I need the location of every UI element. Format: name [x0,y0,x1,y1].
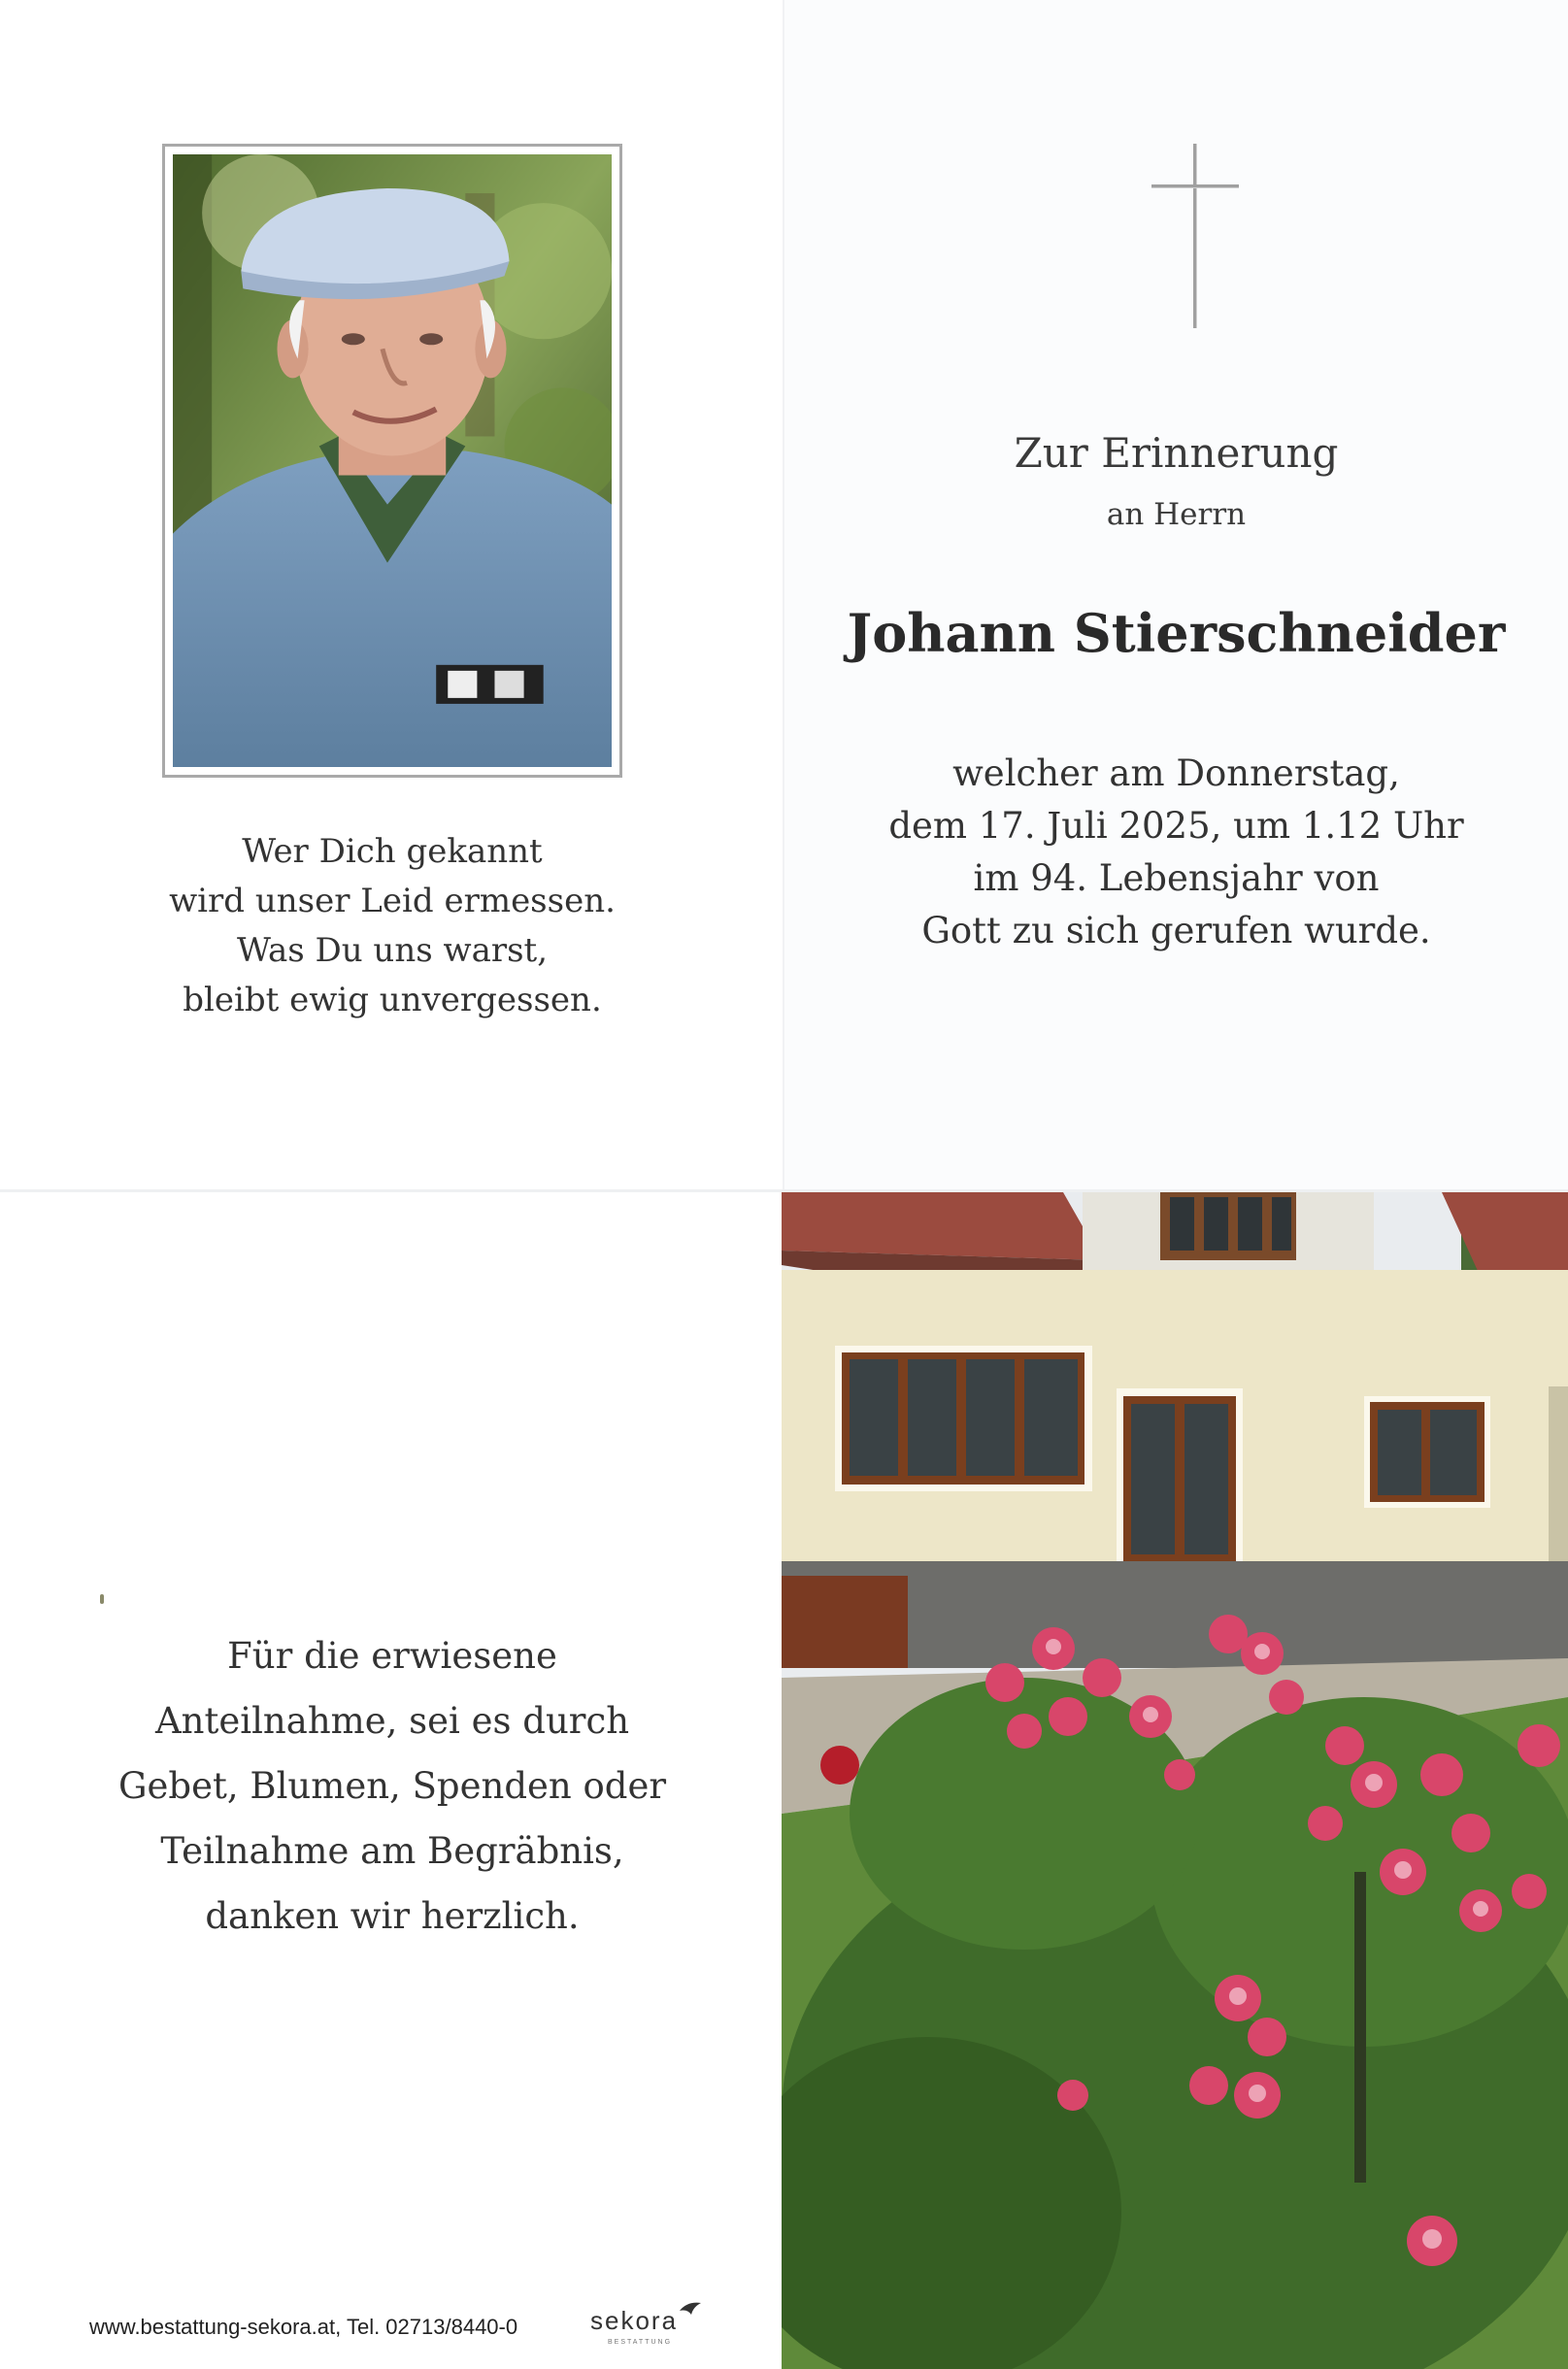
thanks-line: danken wir herzlich. [205,1895,580,1937]
footer-contact: www.bestattung-sekora.at, Tel. 02713/8440-0 [89,2315,518,2339]
memorial-subheading: an Herrn [1106,497,1247,532]
memorial-verse [0,827,784,1025]
scan-speck [100,1594,104,1604]
memorial-heading: Zur Erinnerung [1014,429,1339,477]
deceased-name: Johann Stierschneider [847,602,1506,664]
thanks-line: Teilnahme am Begräbnis, [160,1830,624,1872]
death-text-line: dem 17. Juli 2025, um 1.12 Uhr [888,805,1464,847]
death-text-line: im 94. Lebensjahr von [973,857,1380,899]
thanks-line: Für die erwiesene [227,1635,557,1677]
bird-icon [678,2301,703,2317]
death-text-line: Gott zu sich gerufen wurde. [921,910,1431,951]
death-text-line: welcher am Donnerstag, [952,752,1400,794]
thanks-line: Gebet, Blumen, Spenden oder [117,1765,667,1807]
verse-line: bleibt ewig unvergessen. [183,981,602,1019]
verse-line: wird unser Leid ermessen. [169,882,616,920]
portrait-photo [162,144,622,778]
cross-icon [1151,144,1239,328]
house-illustration [782,1192,1568,2369]
sekora-logo: sekora [590,2306,679,2335]
verse-line: Wer Dich gekannt [242,832,543,871]
verse-line: Was Du uns warst, [236,931,549,970]
death-notice-text [784,748,1568,957]
portrait-illustration [173,154,612,767]
thanks-text [0,1623,784,1949]
thanks-line: Anteilnahme, sei es durch [154,1700,630,1742]
house-roses-photo [782,1192,1568,2369]
sekora-logo-subtitle: BESTATTUNG [608,2339,673,2346]
